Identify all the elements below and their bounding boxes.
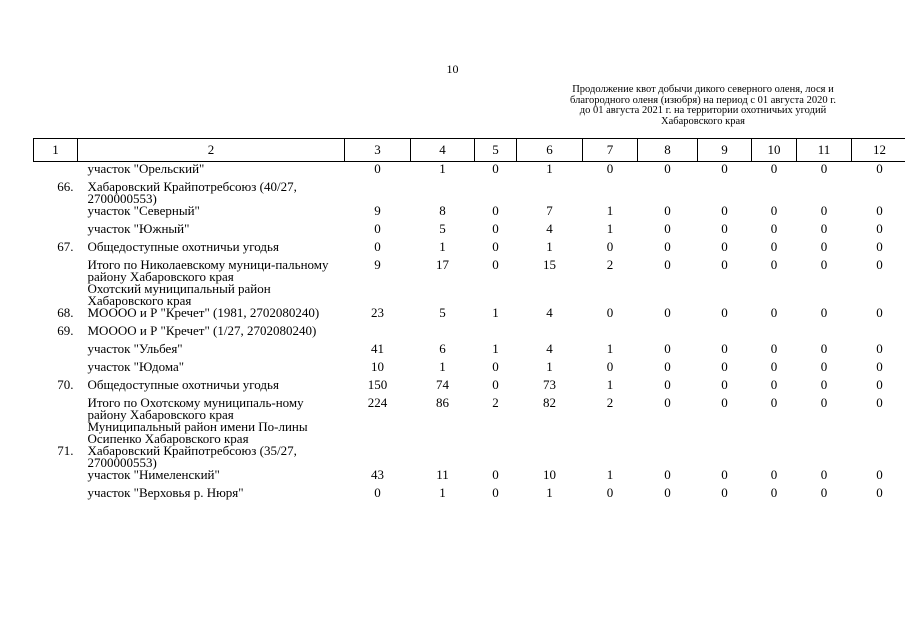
row-value-col-9: 0 bbox=[721, 359, 728, 374]
column-header: 5 bbox=[475, 139, 517, 162]
row-value-col-4 bbox=[411, 181, 475, 205]
continuation-title-line: Продолжение квот добычи дикого северного оленя, лося и bbox=[572, 84, 834, 95]
row-number bbox=[34, 205, 78, 223]
row-value-col-4: 11 bbox=[436, 467, 449, 482]
row-value-col-8 bbox=[638, 421, 698, 445]
row-value-col-8: 0 bbox=[664, 467, 671, 482]
column-header: 2 bbox=[78, 139, 345, 162]
row-value-col-4: 86 bbox=[436, 395, 449, 410]
row-name: Охотский муниципальный район Хабаровского края bbox=[87, 281, 271, 308]
row-number: 67. bbox=[57, 239, 74, 254]
row-value-col-4: 6 bbox=[439, 341, 446, 356]
row-value-col-10 bbox=[752, 283, 797, 307]
row-name: участок "Нимеленский" bbox=[87, 467, 220, 482]
row-value-col-6: 1 bbox=[546, 161, 553, 176]
row-value-col-3: 224 bbox=[367, 395, 388, 410]
row-value-col-6 bbox=[517, 283, 583, 307]
row-value-col-5 bbox=[475, 181, 517, 205]
column-header: 11 bbox=[797, 139, 852, 162]
row-value-col-8: 0 bbox=[664, 341, 671, 356]
row-value-col-4: 5 bbox=[439, 305, 446, 320]
row-value-col-12 bbox=[852, 181, 905, 205]
row-value-col-12 bbox=[852, 421, 905, 445]
column-header: 4 bbox=[411, 139, 475, 162]
row-number bbox=[34, 469, 78, 487]
row-number bbox=[34, 487, 78, 505]
row-value-col-10 bbox=[752, 181, 797, 205]
row-value-col-6 bbox=[517, 181, 583, 205]
row-name: Муниципальный район имени По-лины Осипенко Хабаровского края bbox=[87, 419, 308, 446]
row-value-col-3 bbox=[345, 445, 411, 469]
row-number bbox=[34, 421, 78, 445]
row-value-col-10: 0 bbox=[770, 359, 778, 374]
row-value-col-3: 150 bbox=[367, 377, 388, 392]
row-value-col-11: 0 bbox=[820, 359, 828, 374]
row-value-col-3 bbox=[345, 283, 411, 307]
row-name: Итого по Николаевскому муници-пальному району Хабаровского края bbox=[87, 257, 329, 284]
row-value-col-9: 0 bbox=[721, 161, 728, 176]
row-value-col-9: 0 bbox=[721, 239, 728, 254]
row-value-col-4 bbox=[411, 283, 475, 307]
row-value-col-4: 74 bbox=[436, 377, 449, 392]
row-value-col-5: 0 bbox=[492, 221, 499, 236]
row-value-col-11: 0 bbox=[820, 239, 828, 254]
row-value-col-9 bbox=[698, 181, 752, 205]
column-header: 7 bbox=[583, 139, 638, 162]
row-name: Общедоступные охотничьи угодья bbox=[87, 239, 279, 254]
row-value-col-6: 1 bbox=[546, 485, 553, 500]
row-value-col-10: 0 bbox=[770, 305, 778, 320]
row-value-col-8: 0 bbox=[664, 377, 671, 392]
row-number: 66. bbox=[57, 179, 74, 194]
row-value-col-7 bbox=[583, 283, 638, 307]
row-value-col-12: 0 bbox=[876, 203, 883, 218]
row-value-col-6: 1 bbox=[546, 239, 553, 254]
row-value-col-3: 0 bbox=[374, 221, 381, 236]
row-value-col-11 bbox=[797, 445, 852, 469]
column-header: 3 bbox=[345, 139, 411, 162]
row-value-col-8: 0 bbox=[664, 257, 671, 272]
row-value-col-12: 0 bbox=[876, 395, 883, 410]
row-value-col-3 bbox=[345, 181, 411, 205]
row-value-col-10: 0 bbox=[770, 377, 778, 392]
row-value-col-9: 0 bbox=[721, 257, 728, 272]
row-value-col-3: 0 bbox=[374, 485, 381, 500]
row-value-col-6: 73 bbox=[543, 377, 556, 392]
row-value-col-12: 0 bbox=[876, 359, 883, 374]
row-name: МОООО и Р "Кречет" (1/27, 2702080240) bbox=[87, 323, 317, 338]
row-number bbox=[34, 343, 78, 361]
row-value-col-10: 0 bbox=[770, 395, 778, 410]
row-value-col-3: 43 bbox=[371, 467, 384, 482]
row-value-col-5: 1 bbox=[492, 305, 499, 320]
row-value-col-8: 0 bbox=[664, 203, 671, 218]
row-value-col-7: 2 bbox=[606, 395, 614, 410]
row-value-col-4 bbox=[411, 421, 475, 445]
column-header: 6 bbox=[517, 139, 583, 162]
row-value-col-9: 0 bbox=[721, 221, 728, 236]
row-value-col-9: 0 bbox=[721, 341, 728, 356]
row-value-col-10: 0 bbox=[770, 467, 778, 482]
row-value-col-7: 1 bbox=[606, 377, 614, 392]
row-value-col-3: 9 bbox=[374, 203, 381, 218]
row-value-col-7: 0 bbox=[606, 161, 614, 176]
row-number: 71. bbox=[57, 443, 74, 458]
row-value-col-10: 0 bbox=[770, 239, 778, 254]
row-name: Общедоступные охотничьи угодья bbox=[87, 377, 279, 392]
table-row bbox=[34, 487, 905, 505]
row-value-col-4: 8 bbox=[439, 203, 446, 218]
row-value-col-7: 1 bbox=[606, 341, 614, 356]
row-value-col-7: 1 bbox=[606, 203, 614, 218]
table-row bbox=[34, 283, 905, 307]
row-value-col-6: 15 bbox=[543, 257, 556, 272]
row-name: участок "Юдома" bbox=[87, 359, 185, 374]
row-value-col-7: 1 bbox=[606, 221, 614, 236]
row-value-col-11: 0 bbox=[820, 341, 828, 356]
row-value-col-5: 2 bbox=[492, 395, 499, 410]
row-value-col-11: 0 bbox=[820, 485, 828, 500]
row-value-col-5: 0 bbox=[492, 359, 499, 374]
row-value-col-9 bbox=[698, 445, 752, 469]
row-value-col-5 bbox=[475, 445, 517, 469]
row-value-col-4: 17 bbox=[436, 257, 449, 272]
row-value-col-4: 5 bbox=[439, 221, 446, 236]
table-header-row bbox=[34, 139, 905, 162]
row-value-col-8: 0 bbox=[664, 395, 671, 410]
row-value-col-11: 0 bbox=[820, 257, 828, 272]
row-name: МОООО и Р "Кречет" (1981, 2702080240) bbox=[87, 305, 320, 320]
row-value-col-3: 0 bbox=[374, 161, 381, 176]
table-body bbox=[34, 162, 905, 506]
row-value-col-10: 0 bbox=[770, 221, 778, 236]
row-value-col-10: 0 bbox=[770, 485, 778, 500]
row-value-col-8: 0 bbox=[664, 221, 671, 236]
row-value-col-11: 0 bbox=[820, 395, 828, 410]
row-value-col-8: 0 bbox=[664, 239, 671, 254]
row-value-col-5: 0 bbox=[492, 161, 499, 176]
row-value-col-11: 0 bbox=[820, 467, 828, 482]
row-value-col-7: 0 bbox=[606, 359, 614, 374]
row-value-col-5: 0 bbox=[492, 485, 499, 500]
continuation-title-line: Хабаровского края bbox=[661, 115, 745, 127]
row-value-col-7 bbox=[583, 421, 638, 445]
row-number: 69. bbox=[57, 323, 74, 338]
row-value-col-3: 23 bbox=[371, 305, 384, 320]
row-value-col-12: 0 bbox=[876, 221, 883, 236]
continuation-title-line: до 01 августа 2021 г. на территории охотничьих угодий bbox=[579, 105, 827, 116]
row-value-col-5: 0 bbox=[492, 239, 499, 254]
row-value-col-10: 0 bbox=[770, 161, 778, 176]
continuation-title-line: благородного оленя (изюбря) на период с 01 августа 2020 г. bbox=[570, 94, 836, 106]
row-value-col-10: 0 bbox=[770, 341, 778, 356]
row-value-col-5: 0 bbox=[492, 377, 499, 392]
row-number bbox=[34, 283, 78, 307]
row-value-col-7: 0 bbox=[606, 305, 614, 320]
row-value-col-4: 1 bbox=[439, 161, 446, 176]
row-value-col-5: 0 bbox=[492, 257, 499, 272]
row-value-col-11: 0 bbox=[820, 305, 828, 320]
row-value-col-6: 4 bbox=[546, 305, 553, 320]
row-value-col-10 bbox=[752, 421, 797, 445]
row-name: участок "Орельский" bbox=[87, 161, 205, 176]
row-value-col-8: 0 bbox=[664, 359, 671, 374]
row-value-col-9 bbox=[698, 421, 752, 445]
row-value-col-12 bbox=[852, 283, 905, 307]
row-value-col-7: 1 bbox=[606, 467, 614, 482]
row-name: Хабаровский Крайпотребсоюз (35/27, 2700000553) bbox=[87, 443, 297, 470]
column-header: 12 bbox=[852, 139, 905, 162]
row-value-col-5 bbox=[475, 421, 517, 445]
row-value-col-6: 7 bbox=[546, 203, 553, 218]
row-value-col-5: 0 bbox=[492, 467, 499, 482]
row-value-col-9: 0 bbox=[721, 377, 728, 392]
row-name: участок "Ульбея" bbox=[87, 341, 183, 356]
row-value-col-8 bbox=[638, 283, 698, 307]
row-value-col-11 bbox=[797, 421, 852, 445]
row-value-col-7: 0 bbox=[606, 485, 614, 500]
row-value-col-9: 0 bbox=[721, 305, 728, 320]
row-value-col-4: 1 bbox=[439, 239, 446, 254]
row-number bbox=[34, 259, 78, 283]
column-header: 1 bbox=[34, 139, 78, 162]
row-value-col-7: 0 bbox=[606, 239, 614, 254]
row-value-col-12: 0 bbox=[876, 305, 883, 320]
row-value-col-10: 0 bbox=[770, 257, 778, 272]
row-value-col-8: 0 bbox=[664, 485, 671, 500]
column-header: 10 bbox=[752, 139, 797, 162]
row-number bbox=[34, 397, 78, 421]
row-name: участок "Южный" bbox=[87, 221, 190, 236]
continuation-title bbox=[538, 85, 868, 127]
row-value-col-12 bbox=[852, 445, 905, 469]
row-value-col-4: 1 bbox=[439, 485, 446, 500]
row-name: Итого по Охотскому муниципаль-ному району Хабаровского края bbox=[87, 395, 304, 422]
row-value-col-3: 9 bbox=[374, 257, 381, 272]
row-value-col-12: 0 bbox=[876, 341, 883, 356]
row-value-col-11: 0 bbox=[820, 203, 828, 218]
table-row bbox=[34, 397, 905, 421]
row-value-col-9: 0 bbox=[721, 203, 728, 218]
row-value-col-3: 0 bbox=[374, 239, 381, 254]
row-value-col-7 bbox=[583, 181, 638, 205]
table-row bbox=[34, 181, 905, 205]
row-value-col-6 bbox=[517, 421, 583, 445]
row-value-col-6: 1 bbox=[546, 359, 553, 374]
row-value-col-12: 0 bbox=[876, 239, 883, 254]
row-value-col-3: 41 bbox=[371, 341, 384, 356]
page-number: 10 bbox=[446, 62, 459, 76]
row-value-col-7: 2 bbox=[606, 257, 614, 272]
row-value-col-6: 10 bbox=[543, 467, 556, 482]
row-value-col-10 bbox=[752, 445, 797, 469]
row-value-col-7 bbox=[583, 445, 638, 469]
row-name: участок "Северный" bbox=[87, 203, 200, 218]
row-value-col-5 bbox=[475, 283, 517, 307]
row-value-col-8: 0 bbox=[664, 161, 671, 176]
row-name: участок "Верховья р. Нюря" bbox=[87, 485, 244, 500]
row-value-col-12: 0 bbox=[876, 161, 883, 176]
row-value-col-8 bbox=[638, 181, 698, 205]
row-value-col-12: 0 bbox=[876, 467, 883, 482]
row-value-col-12: 0 bbox=[876, 257, 883, 272]
row-value-col-9: 0 bbox=[721, 485, 728, 500]
row-value-col-3 bbox=[345, 421, 411, 445]
row-value-col-4 bbox=[411, 445, 475, 469]
row-value-col-11: 0 bbox=[820, 221, 828, 236]
row-value-col-3: 10 bbox=[371, 359, 384, 374]
row-value-col-11 bbox=[797, 283, 852, 307]
row-value-col-5: 1 bbox=[492, 341, 499, 356]
row-number: 68. bbox=[57, 305, 74, 320]
row-value-col-10: 0 bbox=[770, 203, 778, 218]
row-value-col-6: 82 bbox=[543, 395, 556, 410]
row-value-col-6: 4 bbox=[546, 221, 553, 236]
table-row bbox=[34, 259, 905, 283]
row-value-col-12: 0 bbox=[876, 485, 883, 500]
row-value-col-4: 1 bbox=[439, 359, 446, 374]
row-value-col-8: 0 bbox=[664, 305, 671, 320]
column-header: 9 bbox=[698, 139, 752, 162]
row-value-col-9: 0 bbox=[721, 395, 728, 410]
row-value-col-5: 0 bbox=[492, 203, 499, 218]
row-number: 70. bbox=[57, 377, 74, 392]
column-header: 8 bbox=[638, 139, 698, 162]
row-value-col-11 bbox=[797, 181, 852, 205]
row-value-col-12: 0 bbox=[876, 377, 883, 392]
row-value-col-11: 0 bbox=[820, 161, 828, 176]
row-value-col-9: 0 bbox=[721, 467, 728, 482]
table-row bbox=[34, 421, 905, 445]
row-value-col-9 bbox=[698, 283, 752, 307]
row-name: Хабаровский Крайпотребсоюз (40/27, 2700000553) bbox=[87, 179, 297, 206]
row-value-col-6 bbox=[517, 445, 583, 469]
row-value-col-8 bbox=[638, 445, 698, 469]
row-value-col-11: 0 bbox=[820, 377, 828, 392]
row-value-col-6: 4 bbox=[546, 341, 553, 356]
table-row bbox=[34, 445, 905, 469]
quota-table bbox=[33, 138, 905, 505]
